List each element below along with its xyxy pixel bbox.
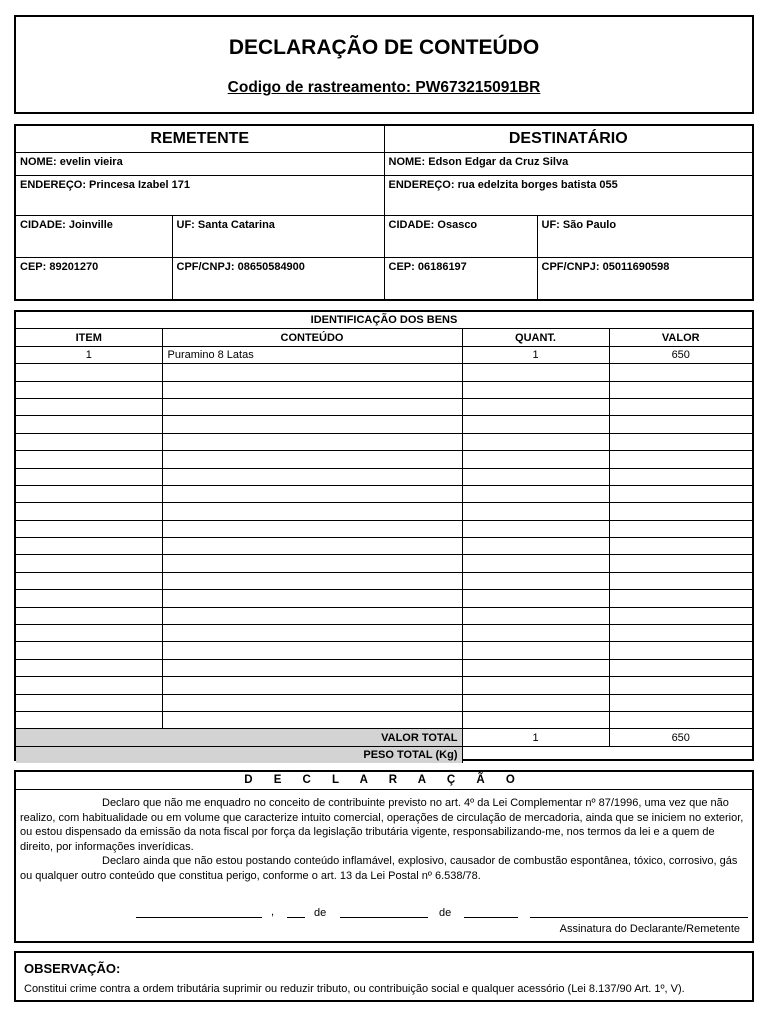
declaration-paragraph-2: Declaro ainda que não estou postando conteúdo inflamável, explosivo, causador de combustão espontânea, tóxico, corrosivo, gás ou qualquer outro conteúdo que constitua perigo, conforme o art. 13 da Lei Postal nº 6.538/78. (20, 855, 738, 882)
goods-cell-value (609, 607, 752, 624)
table-row (16, 503, 752, 520)
goods-cell-quantity (462, 433, 609, 450)
goods-cell-value (609, 398, 752, 415)
total-weight-value (462, 746, 752, 763)
goods-cell-content (162, 694, 462, 711)
goods-cell-item (16, 625, 162, 642)
goods-cell-content (162, 381, 462, 398)
table-row (16, 642, 752, 659)
table-row (16, 538, 752, 555)
goods-cell-quantity (462, 381, 609, 398)
goods-cell-item (16, 711, 162, 728)
goods-cell-item (16, 642, 162, 659)
total-quantity: 1 (462, 729, 609, 746)
goods-cell-content (162, 607, 462, 624)
sender-city: CIDADE: Joinville (16, 215, 172, 257)
goods-cell-item (16, 607, 162, 624)
table-row (16, 364, 752, 381)
table-row (16, 677, 752, 694)
goods-cell-content (162, 572, 462, 589)
goods-cell-value (609, 590, 752, 607)
goods-cell-content (162, 398, 462, 415)
column-header-quantity: QUANT. (462, 329, 609, 346)
goods-cell-quantity (462, 659, 609, 676)
goods-cell-content (162, 485, 462, 502)
column-header-value: VALOR (609, 329, 752, 346)
recipient-uf: UF: São Paulo (537, 215, 752, 257)
table-row (16, 711, 752, 728)
goods-cell-quantity (462, 416, 609, 433)
document-title: DECLARAÇÃO DE CONTEÚDO (228, 36, 540, 59)
goods-cell-quantity (462, 590, 609, 607)
goods-cell-content (162, 625, 462, 642)
sender-cep: CEP: 89201270 (16, 257, 172, 299)
goods-cell-content (162, 520, 462, 537)
goods-cell-quantity (462, 538, 609, 555)
goods-cell-value (609, 572, 752, 589)
goods-cell-quantity (462, 364, 609, 381)
declaration-title: D E C L A R A Ç Ã O (16, 772, 752, 790)
recipient-address: ENDEREÇO: rua edelzita borges batista 055 (384, 175, 752, 215)
goods-cell-content (162, 659, 462, 676)
declaration-paragraph-1: Declaro que não me enquadro no conceito de contribuinte previsto no art. 4º da Lei Complementar nº 87/1996, uma vez que não realizo, com habitualidade ou em volume que caracterize intuito comercial, operações de circulação de mercadoria, ainda que se iniciem no exterior, ou estou dispensado da emissão da nota fiscal por força da legislação tributária vigente, responsabilizando-me, nos termos da lei e a quem de direito, por informações inverídicas. (20, 797, 744, 853)
goods-table (16, 312, 752, 763)
recipient-name: NOME: Edson Edgar da Cruz Silva (384, 152, 752, 175)
goods-cell-item: 1 (16, 346, 162, 363)
goods-cell-content (162, 416, 462, 433)
sender-cpf: CPF/CNPJ: 08650584900 (172, 257, 384, 299)
goods-cell-value (609, 642, 752, 659)
goods-cell-item (16, 398, 162, 415)
observation-label: OBSERVAÇÃO: (24, 961, 121, 976)
goods-cell-value (609, 711, 752, 728)
goods-cell-item (16, 364, 162, 381)
goods-cell-content (162, 433, 462, 450)
goods-cell-value (609, 677, 752, 694)
goods-cell-value (609, 381, 752, 398)
observation-text: Constitui crime contra a ordem tributária suprimir ou reduzir tributo, ou contribuição social e qualquer acessório (Lei 8.137/90 Art. 1º, V). (24, 983, 685, 995)
sender-address: ENDEREÇO: Princesa Izabel 171 (16, 175, 384, 215)
month-blank-line (340, 917, 428, 918)
goods-cell-value (609, 485, 752, 502)
year-blank-line (464, 917, 518, 918)
goods-cell-item (16, 555, 162, 572)
date-de-1: de (314, 907, 327, 919)
goods-cell-item (16, 677, 162, 694)
goods-cell-quantity (462, 607, 609, 624)
column-header-item: ITEM (16, 329, 162, 346)
table-row (16, 398, 752, 415)
goods-cell-content (162, 677, 462, 694)
table-row (16, 607, 752, 624)
day-blank-line (287, 917, 305, 918)
table-row (16, 381, 752, 398)
recipient-cep: CEP: 06186197 (384, 257, 537, 299)
date-comma: , (271, 906, 275, 918)
sender-uf: UF: Santa Catarina (172, 215, 384, 257)
declaration-text (20, 796, 748, 883)
table-row (16, 468, 752, 485)
goods-cell-item (16, 572, 162, 589)
table-row (16, 451, 752, 468)
goods-cell-item (16, 381, 162, 398)
goods-cell-quantity (462, 468, 609, 485)
table-row (16, 590, 752, 607)
table-row (16, 485, 752, 502)
goods-cell-value (609, 659, 752, 676)
goods-cell-value (609, 520, 752, 537)
goods-cell-quantity (462, 677, 609, 694)
table-row (16, 694, 752, 711)
table-row (16, 659, 752, 676)
goods-cell-item (16, 433, 162, 450)
table-row (16, 346, 752, 363)
document-header (14, 15, 754, 114)
recipient-heading: DESTINATÁRIO (384, 126, 752, 152)
goods-cell-value (609, 468, 752, 485)
sender-name: NOME: evelin vieira (16, 152, 384, 175)
date-de-2: de (439, 907, 452, 919)
goods-cell-item (16, 659, 162, 676)
goods-cell-quantity (462, 642, 609, 659)
goods-cell-value (609, 694, 752, 711)
address-section (14, 124, 754, 301)
goods-cell-value (609, 538, 752, 555)
goods-cell-content (162, 503, 462, 520)
column-header-content: CONTEÚDO (162, 329, 462, 346)
goods-cell-value (609, 364, 752, 381)
goods-cell-content (162, 711, 462, 728)
goods-cell-item (16, 538, 162, 555)
goods-cell-item (16, 451, 162, 468)
tracking-code: Codigo de rastreamento: PW673215091BR (227, 79, 541, 96)
goods-cell-content: Puramino 8 Latas (162, 346, 462, 363)
goods-cell-value (609, 625, 752, 642)
observation-section (14, 951, 754, 1002)
signature-line (530, 917, 748, 918)
goods-cell-quantity (462, 555, 609, 572)
goods-cell-item (16, 590, 162, 607)
table-row (16, 433, 752, 450)
table-row (16, 572, 752, 589)
goods-cell-quantity (462, 711, 609, 728)
goods-cell-value: 650 (609, 346, 752, 363)
weight-row (16, 746, 752, 763)
table-row (16, 555, 752, 572)
goods-cell-content (162, 555, 462, 572)
table-row (16, 416, 752, 433)
total-value-label: VALOR TOTAL (16, 729, 462, 746)
goods-cell-content (162, 468, 462, 485)
goods-cell-content (162, 642, 462, 659)
goods-cell-quantity (462, 694, 609, 711)
table-row (16, 625, 752, 642)
goods-cell-value (609, 503, 752, 520)
recipient-city: CIDADE: Osasco (384, 215, 537, 257)
recipient-cpf: CPF/CNPJ: 05011690598 (541, 260, 670, 273)
goods-cell-item (16, 416, 162, 433)
table-row (16, 520, 752, 537)
goods-cell-value (609, 433, 752, 450)
place-blank-line (136, 917, 262, 918)
goods-cell-item (16, 468, 162, 485)
goods-title: IDENTIFICAÇÃO DOS BENS (16, 312, 752, 329)
goods-cell-content (162, 364, 462, 381)
goods-cell-item (16, 485, 162, 502)
goods-cell-quantity: 1 (462, 346, 609, 363)
goods-cell-quantity (462, 503, 609, 520)
goods-cell-content (162, 590, 462, 607)
total-row (16, 729, 752, 746)
goods-cell-value (609, 416, 752, 433)
goods-cell-quantity (462, 398, 609, 415)
goods-cell-item (16, 520, 162, 537)
total-value: 650 (609, 729, 752, 746)
goods-cell-quantity (462, 520, 609, 537)
goods-section (14, 310, 754, 761)
goods-cell-value (609, 451, 752, 468)
total-weight-label: PESO TOTAL (Kg) (16, 746, 462, 763)
goods-cell-quantity (462, 451, 609, 468)
signature-label: Assinatura do Declarante/Remetente (559, 923, 740, 935)
goods-cell-quantity (462, 625, 609, 642)
declaration-section (14, 770, 754, 943)
goods-cell-content (162, 451, 462, 468)
goods-cell-item (16, 694, 162, 711)
sender-heading: REMETENTE (16, 126, 384, 152)
goods-cell-quantity (462, 572, 609, 589)
address-table (16, 126, 752, 299)
goods-cell-value (609, 555, 752, 572)
goods-cell-item (16, 503, 162, 520)
goods-cell-content (162, 538, 462, 555)
goods-cell-quantity (462, 485, 609, 502)
